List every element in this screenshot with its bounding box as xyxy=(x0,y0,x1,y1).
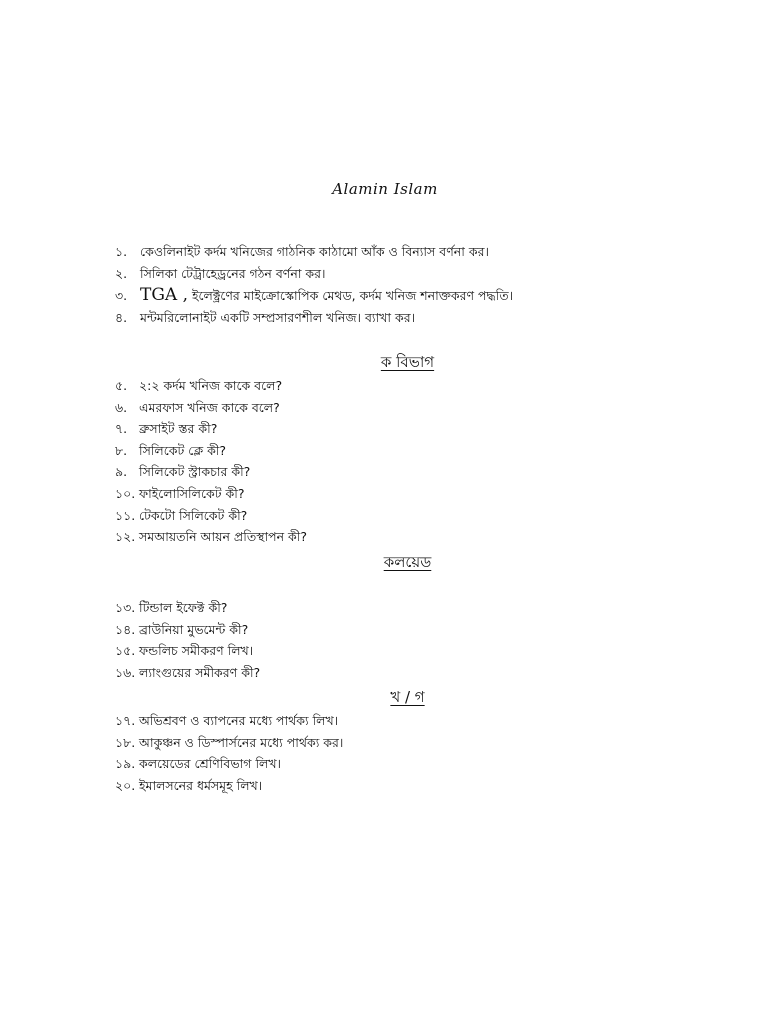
question-item xyxy=(115,284,513,307)
question-text: কলয়েডের শ্রেণিবিভাগ লিখ। xyxy=(139,756,282,772)
question-item xyxy=(115,662,260,684)
section-heading-kha-ga xyxy=(0,686,768,711)
question-number: ১. xyxy=(115,244,128,259)
question-item xyxy=(115,440,307,462)
question-number: ১১. xyxy=(115,507,136,523)
section-heading-text: খ / গ xyxy=(390,688,425,706)
question-number: ১৫. xyxy=(115,643,136,659)
question-number: ৭. xyxy=(115,421,128,437)
question-text: টেকটো সিলিকেট কী? xyxy=(139,507,248,523)
question-item xyxy=(115,397,307,419)
question-item xyxy=(115,597,260,619)
section-heading-text: ক বিভাগ xyxy=(380,353,435,371)
question-number: ১৪. xyxy=(115,621,136,637)
question-number: ১৩. xyxy=(115,600,136,615)
question-text: ইলেক্ট্রণের মাইক্রোস্কোপিক মেথড, কর্দম খনিজ শনাক্তকরণ পদ্ধতি। xyxy=(188,288,514,304)
question-text: অভিশ্রবণ ও ব্যাপনের মধ্যে পার্থক্য লিখ। xyxy=(139,713,339,728)
question-item xyxy=(115,619,260,641)
question-item xyxy=(115,526,307,548)
question-item xyxy=(115,710,343,732)
question-text: এমরফাস খনিজ কাকে বলে? xyxy=(139,399,280,415)
question-text: ইমালসনের ধর্মসমূহ লিখ। xyxy=(139,777,263,793)
question-text: সমআয়তনি আয়ন প্রতিস্থাপন কী? xyxy=(139,529,307,545)
question-text: ল্যাংগুয়ের সমীকরণ কী? xyxy=(139,664,261,680)
section-ka-question-list xyxy=(115,375,307,548)
question-item xyxy=(115,732,343,754)
question-item xyxy=(115,505,307,527)
question-text: মন্টমরিলোনাইট একটি সম্প্রসারণশীল খনিজ। ব্যাখা কর। xyxy=(140,310,416,326)
question-number: ৫. xyxy=(115,378,128,393)
question-text: সিলিকেট স্ট্রাকচার কী? xyxy=(139,464,251,480)
section-heading-colloid xyxy=(0,551,768,576)
question-item xyxy=(115,775,343,797)
question-item xyxy=(115,640,260,662)
question-item xyxy=(115,461,307,483)
question-number: ৮. xyxy=(115,442,128,458)
question-text: সিলিকেট ক্লে কী? xyxy=(139,442,227,458)
question-text: ফন্ডলিচ সমীকরণ লিখ। xyxy=(139,643,254,659)
question-item xyxy=(115,418,307,440)
question-number: ৯. xyxy=(115,464,128,480)
question-number: ১২. xyxy=(115,529,136,545)
question-text: আকুঞ্চন ও ডিস্পার্সনের মধ্যে পার্থক্য কর। xyxy=(139,734,344,750)
author-name: Alamin Islam xyxy=(332,180,438,198)
question-text: সিলিকা টেট্রাহেড্রনের গঠন বর্ণনা কর। xyxy=(140,265,326,281)
question-number: ১৮. xyxy=(115,734,136,750)
question-number: ৬. xyxy=(115,399,128,415)
question-text: ২:২ কর্দম খনিজ কাকে বলে? xyxy=(139,378,283,393)
question-item xyxy=(115,483,307,505)
question-number: ১৯. xyxy=(115,756,136,772)
question-item xyxy=(115,307,513,329)
section-heading-ka xyxy=(0,351,768,376)
question-number: ৩. xyxy=(115,288,128,304)
question-number: ১৭. xyxy=(115,713,136,728)
question-number: ১৬. xyxy=(115,664,136,680)
section-heading-text: কলয়েড xyxy=(383,553,432,571)
intro-question-list xyxy=(115,241,513,329)
question-number: ২. xyxy=(115,265,128,281)
question-text: কেওলিনাইট কর্দম খনিজের গাঠনিক কাঠামো আঁক ও বিন্যাস বর্ণনা কর। xyxy=(140,244,489,259)
section-kha-ga-question-list xyxy=(115,710,343,796)
question-text: ব্রাউনিয়া মুভমেন্ট কী? xyxy=(139,621,249,637)
question-text: টিন্ডাল ইফেক্ট কী? xyxy=(139,600,228,615)
question-number: ৪. xyxy=(115,310,128,326)
question-text: ফাইলোসিলিকেট কী? xyxy=(139,485,245,501)
question-abbrev: TGA , xyxy=(140,285,189,306)
question-number: ১০. xyxy=(115,485,136,501)
question-item xyxy=(115,375,307,397)
question-item xyxy=(115,753,343,775)
question-text: ব্রুসাইট স্তর কী? xyxy=(139,421,218,437)
question-item xyxy=(115,263,513,285)
question-number: ২০. xyxy=(115,777,136,793)
question-item xyxy=(115,241,513,263)
section-colloid-question-list xyxy=(115,597,260,683)
